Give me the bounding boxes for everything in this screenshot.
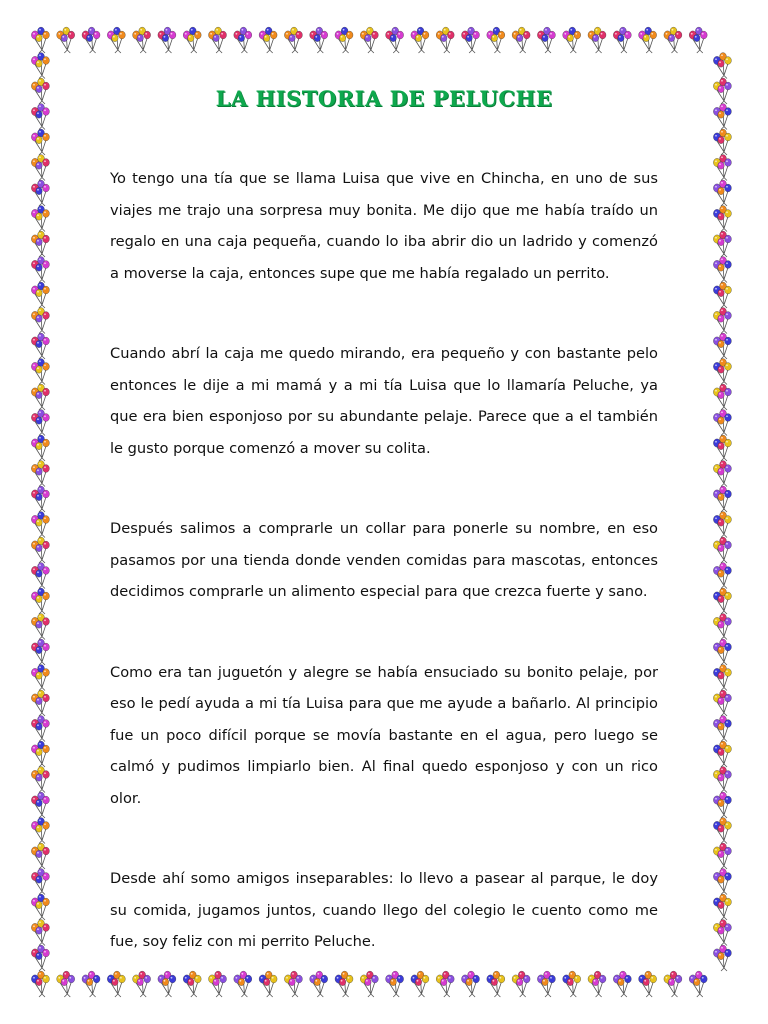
balloon-cluster-icon	[436, 27, 454, 53]
balloon-cluster-icon	[31, 155, 49, 181]
balloon-cluster-icon	[31, 308, 49, 334]
balloon-cluster-icon	[487, 971, 505, 997]
balloon-cluster-icon	[209, 27, 227, 53]
balloon-cluster-icon	[284, 971, 302, 997]
balloon-cluster-icon	[31, 537, 49, 563]
balloon-cluster-icon	[713, 282, 731, 308]
balloon-cluster-icon	[107, 971, 125, 997]
balloon-cluster-icon	[713, 588, 731, 614]
balloon-cluster-icon	[462, 971, 480, 997]
balloon-cluster-icon	[31, 53, 49, 79]
paragraph-2: Cuando abrí la caja me quedo mirando, era pequeño y con bastante pelo entonces le dije a mi mamá y a mi tía Luisa que lo llamaría Peluche, ya que era bien esponjoso por su abundante pelaje. Parece que a el también le gusto porque comenzó a mover su colita.	[110, 345, 658, 457]
balloon-cluster-icon	[713, 180, 731, 206]
balloon-cluster-icon	[31, 206, 49, 232]
balloon-cluster-icon	[31, 180, 49, 206]
balloon-cluster-icon	[411, 27, 429, 53]
balloon-cluster-icon	[31, 741, 49, 767]
balloon-cluster-icon	[31, 716, 49, 742]
balloon-cluster-icon	[133, 27, 151, 53]
balloon-cluster-icon	[31, 971, 49, 997]
balloon-cluster-icon	[107, 27, 125, 53]
balloon-cluster-icon	[82, 971, 100, 997]
balloon-cluster-icon	[613, 971, 631, 997]
balloon-cluster-icon	[31, 27, 49, 53]
balloon-cluster-icon	[310, 971, 328, 997]
balloon-cluster-icon	[713, 639, 731, 665]
balloon-cluster-icon	[31, 614, 49, 640]
balloon-cluster-icon	[713, 563, 731, 589]
balloon-cluster-icon	[234, 971, 252, 997]
balloon-cluster-icon	[31, 767, 49, 793]
balloon-cluster-icon	[639, 971, 657, 997]
balloon-cluster-icon	[57, 27, 75, 53]
balloon-cluster-icon	[158, 27, 176, 53]
balloon-cluster-icon	[31, 869, 49, 895]
balloon-cluster-icon	[386, 27, 404, 53]
balloon-cluster-icon	[713, 206, 731, 232]
balloon-cluster-icon	[713, 231, 731, 257]
balloon-cluster-icon	[713, 384, 731, 410]
balloon-cluster-icon	[31, 384, 49, 410]
balloon-cluster-icon	[713, 461, 731, 487]
balloon-cluster-icon	[31, 639, 49, 665]
balloon-cluster-icon	[713, 512, 731, 538]
balloon-cluster-icon	[537, 971, 555, 997]
balloon-cluster-icon	[713, 257, 731, 283]
balloon-cluster-icon	[31, 894, 49, 920]
balloon-cluster-icon	[259, 27, 277, 53]
balloon-cluster-icon	[713, 945, 731, 971]
balloon-cluster-icon	[259, 971, 277, 997]
balloon-cluster-icon	[713, 410, 731, 436]
balloon-cluster-icon	[31, 282, 49, 308]
balloon-cluster-icon	[664, 27, 682, 53]
balloon-cluster-icon	[713, 155, 731, 181]
balloon-cluster-icon	[436, 971, 454, 997]
balloon-cluster-icon	[31, 945, 49, 971]
story-body	[110, 163, 658, 958]
balloon-cluster-icon	[31, 588, 49, 614]
balloon-cluster-icon	[31, 129, 49, 155]
balloon-cluster-icon	[613, 27, 631, 53]
balloon-cluster-icon	[639, 27, 657, 53]
balloon-cluster-icon	[689, 971, 707, 997]
balloon-cluster-icon	[31, 333, 49, 359]
paragraph-1: Yo tengo una tía que se llama Luisa que vive en Chincha, en uno de sus viajes me trajo una sorpresa muy bonita. Me dijo que me había traído un regalo en una caja pequeña, cuando lo iba abrir dio un ladrido y comenzó a moverse la caja, entonces supe que me había regalado un perrito.	[110, 170, 658, 282]
balloon-cluster-icon	[713, 920, 731, 946]
balloon-cluster-icon	[713, 792, 731, 818]
balloon-cluster-icon	[713, 716, 731, 742]
balloon-cluster-icon	[713, 869, 731, 895]
balloon-cluster-icon	[713, 894, 731, 920]
balloon-cluster-icon	[183, 971, 201, 997]
balloon-cluster-icon	[664, 971, 682, 997]
balloon-cluster-icon	[133, 971, 151, 997]
balloon-cluster-icon	[713, 53, 731, 79]
balloon-cluster-icon	[335, 971, 353, 997]
balloon-cluster-icon	[31, 486, 49, 512]
balloon-cluster-icon	[689, 27, 707, 53]
balloon-cluster-icon	[31, 231, 49, 257]
balloon-cluster-icon	[512, 27, 530, 53]
balloon-cluster-icon	[31, 818, 49, 844]
balloon-cluster-icon	[31, 435, 49, 461]
balloon-cluster-icon	[31, 563, 49, 589]
balloon-cluster-icon	[310, 27, 328, 53]
balloon-cluster-icon	[31, 410, 49, 436]
balloon-cluster-icon	[31, 512, 49, 538]
balloon-cluster-icon	[713, 818, 731, 844]
balloon-cluster-icon	[31, 920, 49, 946]
balloon-cluster-icon	[31, 665, 49, 691]
balloon-cluster-icon	[713, 665, 731, 691]
balloon-cluster-icon	[360, 27, 378, 53]
balloon-cluster-icon	[537, 27, 555, 53]
balloon-cluster-icon	[713, 537, 731, 563]
paragraph-3: Después salimos a comprarle un collar para ponerle su nombre, en eso pasamos por una tienda donde venden comidas para mascotas, entonces decidimos comprarle un alimento especial para que crezca fuerte y sano.	[110, 520, 658, 600]
balloon-cluster-icon	[713, 486, 731, 512]
balloon-cluster-icon	[31, 257, 49, 283]
balloon-cluster-icon	[713, 359, 731, 385]
balloon-cluster-icon	[31, 843, 49, 869]
balloon-cluster-icon	[713, 333, 731, 359]
balloon-cluster-icon	[234, 27, 252, 53]
balloon-cluster-icon	[411, 971, 429, 997]
balloon-cluster-icon	[335, 27, 353, 53]
balloon-cluster-icon	[713, 741, 731, 767]
balloon-cluster-icon	[158, 971, 176, 997]
balloon-cluster-icon	[386, 971, 404, 997]
balloon-cluster-icon	[57, 971, 75, 997]
balloon-cluster-icon	[183, 27, 201, 53]
balloon-cluster-icon	[31, 792, 49, 818]
balloon-cluster-icon	[713, 843, 731, 869]
balloon-cluster-icon	[588, 27, 606, 53]
balloon-cluster-icon	[563, 27, 581, 53]
balloon-cluster-icon	[512, 971, 530, 997]
balloon-cluster-icon	[713, 129, 731, 155]
balloon-cluster-icon	[284, 27, 302, 53]
balloon-cluster-icon	[31, 690, 49, 716]
balloon-cluster-icon	[713, 767, 731, 793]
balloon-cluster-icon	[713, 435, 731, 461]
paragraph-5: Desde ahí somo amigos inseparables: lo llevo a pasear al parque, le doy su comida, jugamos juntos, cuando llego del colegio le cuento como me fue, soy feliz con mi perrito Peluche.	[110, 870, 658, 950]
balloon-cluster-icon	[82, 27, 100, 53]
balloon-cluster-icon	[360, 971, 378, 997]
balloon-cluster-icon	[31, 461, 49, 487]
paragraph-4: Como era tan juguetón y alegre se había ensuciado su bonito pelaje, por eso le pedí ayuda a mi tía Luisa para que me ayude a bañarlo. Al principio fue un poco difícil porque se movía bastante en el agua, pero luego se calmó y pudimos limpiarlo bien. Al final quedo esponjoso y con un rico olor.	[110, 663, 658, 807]
balloon-cluster-icon	[563, 971, 581, 997]
balloon-cluster-icon	[588, 971, 606, 997]
balloon-cluster-icon	[209, 971, 227, 997]
document-title: LA HISTORIA DE PELUCHE	[215, 86, 553, 111]
balloon-cluster-icon	[462, 27, 480, 53]
balloon-cluster-icon	[713, 690, 731, 716]
balloon-cluster-icon	[713, 614, 731, 640]
balloon-cluster-icon	[713, 308, 731, 334]
balloon-cluster-icon	[487, 27, 505, 53]
balloon-cluster-icon	[31, 359, 49, 385]
